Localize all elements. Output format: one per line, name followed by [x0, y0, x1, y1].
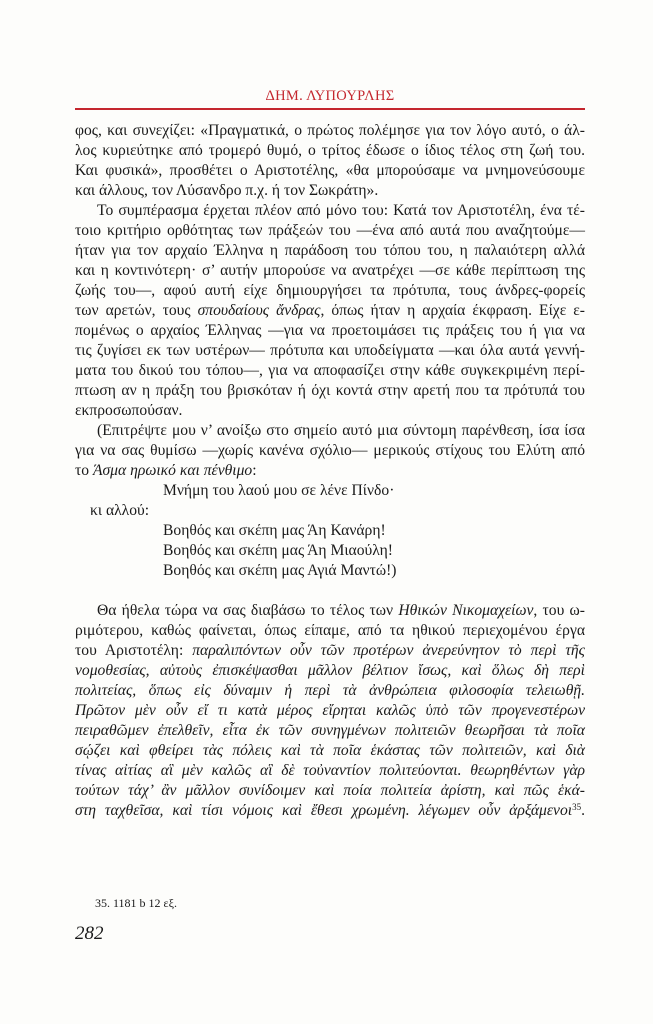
text-line	[75, 361, 585, 381]
italic-text: παραλιπόντων οὖν τῶν προτέρων ἀνερεύνητον τὸ περὶ τῆς	[192, 642, 586, 659]
italic-text: στη ταχθεῖσα, καὶ τίσι νόμοις καὶ ἔθεσι χρωμένη. λέγωμεν οὖν ἀρξάμενοι	[75, 802, 573, 819]
text-line	[163, 541, 393, 561]
running-header: ΔΗΜ. ΛΥΠΟΥΡΛΗΣ	[265, 88, 395, 104]
text-line	[75, 661, 585, 681]
text-line	[75, 321, 585, 341]
text-segment: .	[581, 802, 585, 819]
text-line	[75, 601, 585, 621]
text-line	[75, 421, 585, 441]
text-segment: για να σας θυμίσω —χωρίς κανένα σχόλιο— μερικούς στίχους του Ελύτη από	[75, 442, 585, 459]
text-segment: ριμότερου, καθώς φαίνεται, όπως είπαμε, από τα ηθικού περιεχομένου έργα	[75, 622, 585, 639]
text-segment: Βοηθός και σκέπη μας Αγιά Μαντώ!)	[163, 562, 397, 579]
text-segment: , όπως ήταν η αρχαία έκφραση. Είχε ε-	[320, 302, 585, 319]
header-rule	[75, 108, 585, 110]
italic-text: πειραθῶμεν ἐπελθεῖν, εἶτα ἐκ τῶν συνηγμένων πολιτειῶν θεωρῆσαι τὰ ποῖα	[75, 722, 585, 739]
text-line	[75, 681, 585, 701]
text-segment: :	[252, 462, 257, 479]
text-segment: Βοηθός και σκέπη μας Άη Κανάρη!	[163, 522, 386, 539]
text-segment: ήταν για τον αρχαίο Έλληνα η παράδοση του τόπου του, η παλαιότερη αλλά	[75, 242, 585, 259]
text-segment: Μνήμη του λαού μου σε λένε Πίνδο·	[163, 482, 395, 499]
text-line	[75, 341, 585, 361]
text-segment: (Επιτρέψτε μου ν’ ανοίξω στο σημείο αυτό μια σύντομη παρένθεση, ίσα ίσα	[97, 422, 585, 439]
text-segment: πομένως ο αρχαίος Έλληνας —για να προετοιμάσει τις πράξεις του ή για να	[75, 322, 585, 339]
text-line	[75, 721, 585, 741]
text-segment: εκπροσωπούσαν.	[75, 402, 183, 419]
text-segment: ζωής του—, αφού αυτή είχε δημιουργήσει τα πρότυπα, τους άνδρες-φορείς	[75, 282, 585, 299]
italic-text: Πρῶτον μὲν οὖν εἴ τι κατὰ μέρος εἴρηται καλῶς ὑπὸ τῶν προγενεστέρων	[75, 702, 585, 719]
text-line	[75, 701, 585, 721]
text-line	[75, 161, 585, 181]
text-line	[75, 181, 585, 201]
italic-text: νομοθεσίας, αὐτοὺς ἐπισκέψασθαι μᾶλλον βέλτιον ἴσως, καὶ ὅλως δὴ περὶ	[75, 662, 585, 679]
italic-text: τούτων τάχ’ ἂν μᾶλλον συνίδοιμεν καὶ ποία πολιτεία ἀρίστη, καὶ πῶς ἑκά-	[75, 782, 585, 799]
text-segment: , του ω-	[533, 602, 586, 619]
text-line	[75, 281, 585, 301]
italic-text: σῴζει καὶ φθείρει τὰς πόλεις καὶ τὰ ποῖα ἑκάστας τῶν πολιτειῶν, καὶ διὰ	[75, 742, 585, 759]
text-segment: τις ζυγίσει εκ των υστέρων— πρότυπα και υποδείγματα —και όλα αυτά γεννή-	[75, 342, 585, 359]
italic-text: Ηθικών Νικομαχείων	[398, 602, 534, 619]
text-line	[75, 621, 585, 641]
text-segment: Βοηθός και σκέπη μας Άη Μιαούλη!	[163, 542, 393, 559]
text-segment: Το συμπέρασμα έρχεται πλέον από μόνο του: Κατά τον Αριστοτέλη, ένα τέ-	[97, 202, 585, 219]
footnote-marker: 35	[572, 802, 582, 812]
text-line	[75, 241, 585, 261]
text-line	[75, 381, 585, 401]
italic-text: πολιτείας, ὅπως εἰς δύναμιν ἡ περὶ τὰ ἀνθρώπεια φιλοσοφία τελειωθῇ.	[75, 682, 585, 699]
text-line	[75, 261, 585, 281]
text-line	[90, 501, 149, 521]
text-segment: και άλλους, τον Λύσανδρο π.χ. ή τον Σωκράτη».	[75, 182, 379, 199]
text-line	[163, 521, 386, 541]
text-line	[75, 121, 585, 141]
text-segment: Και φυσικά», προσθέτει ο Αριστοτέλης, «θα μπορούσαμε να μνημονεύσουμε	[75, 162, 585, 179]
italic-text: σπουδαίους ἄνδρας	[197, 302, 321, 319]
page-number: 282	[75, 923, 104, 944]
text-line	[75, 301, 585, 321]
text-segment: λος κυριεύτηκε από τρομερό θυμό, ο τρίτος έδωσε ο ίδιος τέλος στη ζωή του.	[75, 142, 585, 159]
text-segment: ματα του δικού του τόπου—, για να αποφασίζει στην κάθε συγκεκριμένη περί-	[75, 362, 585, 379]
text-line	[75, 441, 585, 461]
text-segment: το	[75, 462, 93, 479]
text-line	[75, 401, 585, 421]
text-line	[75, 221, 585, 241]
text-line	[75, 201, 585, 221]
text-segment: του Αριστοτέλη:	[75, 642, 193, 659]
text-segment: κι αλλού:	[90, 502, 150, 519]
text-line	[75, 781, 585, 801]
text-segment: των αρετών, τους	[75, 302, 198, 319]
text-line	[75, 141, 585, 161]
text-segment: Θα ήθελα τώρα να σας διαβάσω το τέλος των	[97, 602, 399, 619]
text-segment: τοιο κριτήριο ορθότητας των πράξεών του —ένα από αυτά που αναζητούμε—	[75, 222, 585, 239]
text-line	[75, 641, 585, 661]
text-line	[75, 801, 585, 821]
text-line	[75, 761, 585, 781]
footnote: 35. 1181 b 12 εξ.	[95, 896, 177, 910]
italic-text: Άσμα ηρωικό και πένθιμο	[92, 462, 253, 479]
text-line	[75, 461, 585, 481]
text-segment: πτωση αν η πράξη του βρισκόταν ή όχι κοντά στην αρετή που τα πρότυπά του	[75, 382, 585, 399]
text-segment: και η κοντινότερη· σ’ αυτήν μπορούσε να ανατρέχει —σε κάθε περίπτωση της	[75, 262, 585, 279]
text-line	[163, 481, 394, 501]
text-segment: φος, και συνεχίζει: «Πραγματικά, ο πρώτος πολέμησε για τον λόγο αυτό, ο άλ-	[75, 122, 585, 139]
text-line	[163, 561, 397, 581]
italic-text: τίνας αἰτίας αἳ μὲν καλῶς αἳ δὲ τοὐναντίον πολιτεύονται. θεωρηθέντων γὰρ	[75, 762, 585, 779]
text-line	[75, 741, 585, 761]
